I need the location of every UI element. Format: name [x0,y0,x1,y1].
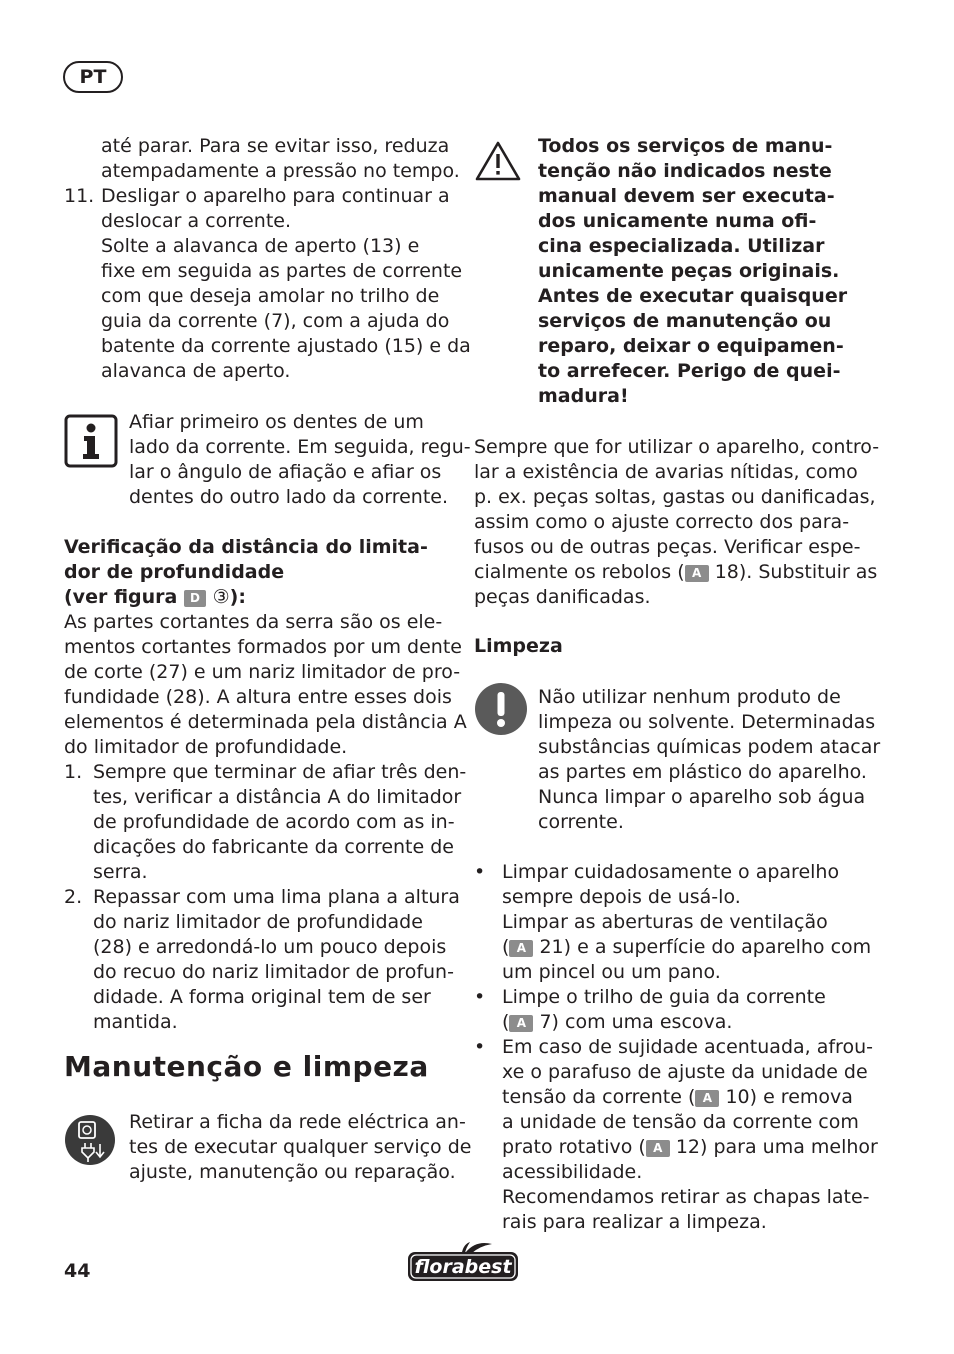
text-line: mentos cortantes formados por um dente [64,636,462,658]
text-line: com que deseja amolar no trilho de [101,285,440,307]
text-line: atempadamente a pressão no tempo. [101,160,460,182]
text-line: do recuo do nariz limitador de profun- [93,961,454,983]
text-line: do limitador de profundidade. [64,736,348,758]
text-line [474,1085,878,1110]
text-line: de profundidade de acordo com as in- [93,811,455,833]
text-line: assim como o ajuste correcto dos para- [474,511,850,533]
info-note [129,410,471,510]
text-line: um pincel ou um pano. [502,961,721,983]
svg-text:florabest: florabest [414,1256,512,1278]
text-line: lar a existência de avarias nítidas, como [474,461,858,483]
figure-d-badge: D [184,590,206,607]
text-line: Sempre que for utilizar o aparelho, contro- [474,436,880,458]
text-segment: 12) para uma melhor [669,1136,878,1158]
text-line: madura! [538,385,629,407]
figure-a-badge: A [509,1015,533,1032]
text-segment: 10) e remova [719,1086,853,1108]
list-item [474,860,878,885]
text-line: elementos é determinada pela distância A [64,711,467,733]
text-line: tes, verificar a distância A do limitador [93,786,462,808]
figure-a-badge: A [695,1090,719,1107]
notice-icon [474,682,528,740]
language-badge: PT [63,61,123,93]
text-line: sempre depois de usá-lo. [502,886,741,908]
text-line: Não utilizar nenhum produto de [538,686,841,708]
warning-note [538,134,847,409]
text-line: a unidade de tensão da corrente com [502,1111,859,1133]
bullet: • [474,986,486,1008]
warning-icon [474,140,522,186]
text-line: batente da corrente ajustado (15) e da [101,335,471,357]
unplug-note [129,1110,471,1185]
text-line: Afiar primeiro os dentes de um [129,411,424,433]
step-2-number: 2. [64,886,83,908]
inspection-paragraph [474,435,879,610]
text-line: Repassar com uma lima plana a altura [93,886,460,908]
text-line: de corte (27) e um nariz limitador de pro- [64,661,461,683]
text-line: as partes em plástico do aparelho. [538,761,867,783]
list-item [474,1035,878,1060]
text-line: lado da corrente. Em seguida, regu- [129,436,471,458]
text-line: Recomendamos retirar as chapas late- [502,1186,870,1208]
info-icon [64,414,118,472]
list-item [474,985,878,1010]
text-line: mantida. [93,1011,178,1033]
text-line: reparo, deixar o equipamen- [538,335,844,357]
text-line: alavanca de aperto. [101,360,291,382]
unplug-icon [64,1114,116,1170]
figure-reference [64,585,428,610]
text-line: tenção não indicados neste [538,160,832,182]
figure-a-badge: A [646,1140,670,1157]
text-line: serra. [93,861,148,883]
text-line: (28) e arredondá-lo um pouco depois [93,936,447,958]
text-line: até parar. Para se evitar isso, reduza [101,135,450,157]
text-line: do nariz limitador de profundidade [93,911,423,933]
text-line: dicações do fabricante da corrente de [93,836,454,858]
text-line: manual devem ser executa- [538,185,835,207]
step-11-text [101,184,471,384]
text-line: corrente. [538,811,624,833]
text-line: deslocar a corrente. [101,210,292,232]
cleaning-heading: Limpeza [474,635,563,657]
text-segment: 7) com uma escova. [533,1011,733,1033]
depth-limiter-heading [64,535,428,610]
text-segment: 18). Substituir as [708,561,878,583]
text-segment: Limpe o trilho de guia da corrente [502,986,826,1008]
text-segment: ( [502,1011,510,1033]
text-line: lar o ângulo de afiação e afiar os [129,461,442,483]
text-segment: ( [502,936,510,958]
page-number: 44 [64,1260,91,1282]
text-line [474,560,879,585]
text-line: fusos ou de outras peças. Verificar espe- [474,536,861,558]
text-line: unicamente peças originais. [538,260,840,282]
florabest-logo [406,1240,520,1288]
text-line: peças danificadas. [474,586,651,608]
continuation-text [101,134,460,184]
text-line [474,1010,878,1035]
text-line [474,1135,878,1160]
text-line: guia da corrente (7), com a ajuda do [101,310,450,332]
cleaning-notice [538,685,880,835]
text-line: dos unicamente numa ofi- [538,210,817,232]
text-line: limpeza ou solvente. Determinadas [538,711,876,733]
text-line: dor de profundidade [64,561,285,583]
depth-limiter-paragraph [64,610,467,760]
text-line [474,935,878,960]
text-line: p. ex. peças soltas, gastas ou danificadas, [474,486,876,508]
text-line: dentes do outro lado da corrente. [129,486,449,508]
text-line: serviços de manutenção ou [538,310,832,332]
text-line: tes de executar qualquer serviço de [129,1136,472,1158]
bullet: • [474,1036,486,1058]
step-1-number: 1. [64,761,83,783]
text-line: Desligar o aparelho para continuar a [101,185,450,207]
text-segment: cialmente os rebolos ( [474,561,685,583]
text-line: Limpar as aberturas de ventilação [502,911,828,933]
text-line: fundidade (28). A altura entre esses dois [64,686,452,708]
text-line: cina especializada. Utilizar [538,235,825,257]
text-segment: Em caso de sujidade acentuada, afrou- [502,1036,873,1058]
figure-reference-prefix: (ver figura [64,586,178,608]
text-line: Retirar a ficha da rede eléctrica an- [129,1111,466,1133]
step-11-number: 11. [64,185,95,207]
cleaning-list [474,860,878,1235]
text-line: xe o parafuso de ajuste da unidade de [502,1061,868,1083]
text-line: acessibilidade. [502,1161,643,1183]
bullet: • [474,861,486,883]
text-line: Sempre que terminar de afiar três den- [93,761,467,783]
text-line: didade. A forma original tem de ser [93,986,431,1008]
step-2-text [93,885,460,1035]
text-line: As partes cortantes da serra são os ele- [64,611,443,633]
text-segment: tensão da corrente ( [502,1086,696,1108]
text-line: substâncias químicas podem atacar [538,736,881,758]
figure-a-badge: A [509,940,533,957]
text-segment: prato rotativo ( [502,1136,646,1158]
text-line: fixe em seguida as partes de corrente [101,260,463,282]
figure-number: ③ [212,586,230,608]
section-heading: Manutenção e limpeza [64,1050,429,1083]
text-line: Todos os serviços de manu- [538,135,833,157]
text-line: Antes de executar quaisquer [538,285,848,307]
text-segment: 21) e a superfície do aparelho com [533,936,872,958]
text-segment: Limpar cuidadosamente o aparelho [502,861,840,883]
figure-reference-suffix: ): [229,586,246,608]
text-line: Nunca limpar o aparelho sob água [538,786,866,808]
text-line: ajuste, manutenção ou reparação. [129,1161,456,1183]
figure-a-badge: A [685,565,709,582]
text-line: Solte a alavanca de aperto (13) e [101,235,420,257]
text-line: rais para realizar a limpeza. [502,1211,767,1233]
step-1-text [93,760,466,885]
text-line: Verificação da distância do limita- [64,536,428,558]
text-line: to arrefecer. Perigo de quei- [538,360,841,382]
